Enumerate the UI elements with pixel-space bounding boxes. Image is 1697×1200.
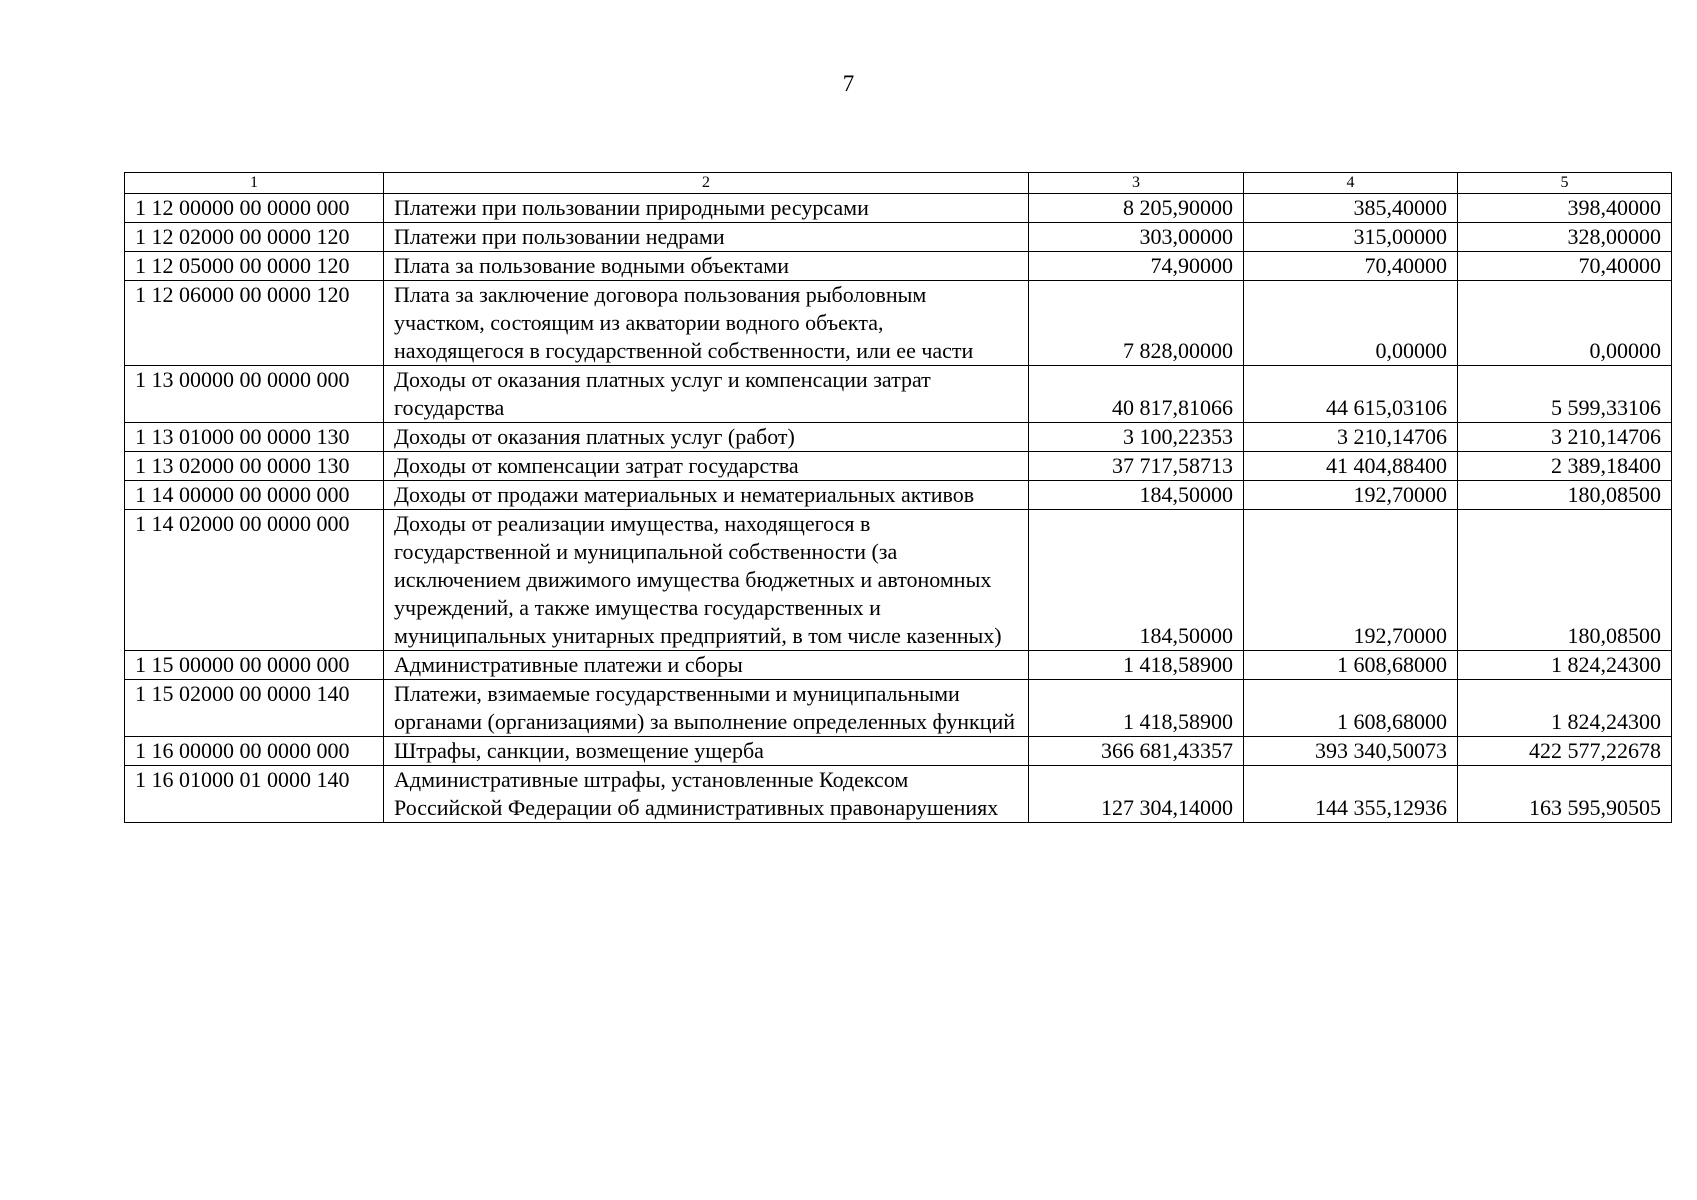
table-row: [125, 194, 1672, 223]
row-value-3: 40 817,81066: [1029, 366, 1244, 423]
row-name: Административные платежи и сборы: [384, 651, 1029, 680]
row-value-5: 5 599,33106: [1458, 366, 1672, 423]
revenue-table: [124, 172, 1672, 823]
row-code: 1 12 02000 00 0000 120: [125, 223, 384, 252]
row-value-4: 44 615,03106: [1244, 366, 1458, 423]
row-name: Платежи при пользовании недрами: [384, 223, 1029, 252]
row-value-5: 180,08500: [1458, 481, 1672, 510]
row-value-4: 144 355,12936: [1244, 766, 1458, 823]
row-value-3: 74,90000: [1029, 252, 1244, 281]
row-code: 1 13 02000 00 0000 130: [125, 452, 384, 481]
row-value-3: 37 717,58713: [1029, 452, 1244, 481]
table-row: [125, 737, 1672, 766]
table-row: [125, 510, 1672, 651]
row-name: Штрафы, санкции, возмещение ущерба: [384, 737, 1029, 766]
table-row: [125, 481, 1672, 510]
row-value-4: 385,40000: [1244, 194, 1458, 223]
row-value-4: 393 340,50073: [1244, 737, 1458, 766]
row-name: Плата за пользование водными объектами: [384, 252, 1029, 281]
row-value-3: 184,50000: [1029, 510, 1244, 651]
row-value-5: 3 210,14706: [1458, 423, 1672, 452]
row-code: 1 13 01000 00 0000 130: [125, 423, 384, 452]
column-header-4: 4: [1244, 173, 1458, 194]
row-value-5: 1 824,24300: [1458, 651, 1672, 680]
row-value-4: 3 210,14706: [1244, 423, 1458, 452]
row-value-5: 163 595,90505: [1458, 766, 1672, 823]
header-row: [125, 173, 1672, 194]
row-value-4: 70,40000: [1244, 252, 1458, 281]
table-row: [125, 252, 1672, 281]
row-code: 1 13 00000 00 0000 000: [125, 366, 384, 423]
row-value-5: 0,00000: [1458, 281, 1672, 366]
row-value-4: 192,70000: [1244, 510, 1458, 651]
row-value-3: 184,50000: [1029, 481, 1244, 510]
row-code: 1 16 00000 00 0000 000: [125, 737, 384, 766]
row-value-4: 41 404,88400: [1244, 452, 1458, 481]
table-row: [125, 452, 1672, 481]
row-value-4: 0,00000: [1244, 281, 1458, 366]
table-row: [125, 651, 1672, 680]
row-name: Доходы от оказания платных услуг и компенсации затрат государства: [384, 366, 1029, 423]
row-name: Плата за заключение договора пользования рыболовным участком, состоящим из акватории водного объекта, находящегося в государственной собственности, или ее части: [384, 281, 1029, 366]
row-code: 1 15 00000 00 0000 000: [125, 651, 384, 680]
row-value-3: 7 828,00000: [1029, 281, 1244, 366]
row-value-3: 1 418,58900: [1029, 651, 1244, 680]
row-name: Административные штрафы, установленные Кодексом Российской Федерации об административных правонарушениях: [384, 766, 1029, 823]
row-code: 1 15 02000 00 0000 140: [125, 680, 384, 737]
table-row: [125, 223, 1672, 252]
row-value-5: 2 389,18400: [1458, 452, 1672, 481]
row-code: 1 12 05000 00 0000 120: [125, 252, 384, 281]
row-name: Доходы от реализации имущества, находящегося в государственной и муниципальной собственности (за исключением движимого имущества бюджетных и автономных учреждений, а также имущества государственных и муниципальных унитарных предприятий, в том числе казенных): [384, 510, 1029, 651]
row-name: Доходы от компенсации затрат государства: [384, 452, 1029, 481]
table-row: [125, 366, 1672, 423]
row-value-3: 3 100,22353: [1029, 423, 1244, 452]
row-value-3: 8 205,90000: [1029, 194, 1244, 223]
row-value-5: 328,00000: [1458, 223, 1672, 252]
row-name: Платежи при пользовании природными ресурсами: [384, 194, 1029, 223]
column-header-2: 2: [384, 173, 1029, 194]
row-value-5: 398,40000: [1458, 194, 1672, 223]
row-code: 1 14 02000 00 0000 000: [125, 510, 384, 651]
row-value-4: 1 608,68000: [1244, 680, 1458, 737]
row-name: Доходы от продажи материальных и нематериальных активов: [384, 481, 1029, 510]
table-row: [125, 423, 1672, 452]
row-value-5: 1 824,24300: [1458, 680, 1672, 737]
row-value-4: 192,70000: [1244, 481, 1458, 510]
row-code: 1 16 01000 01 0000 140: [125, 766, 384, 823]
row-value-4: 315,00000: [1244, 223, 1458, 252]
row-value-4: 1 608,68000: [1244, 651, 1458, 680]
row-value-3: 127 304,14000: [1029, 766, 1244, 823]
table-row: [125, 766, 1672, 823]
column-header-3: 3: [1029, 173, 1244, 194]
row-name: Платежи, взимаемые государственными и муниципальными органами (организациями) за выполнение определенных функций: [384, 680, 1029, 737]
row-value-5: 180,08500: [1458, 510, 1672, 651]
row-name: Доходы от оказания платных услуг (работ): [384, 423, 1029, 452]
row-code: 1 14 00000 00 0000 000: [125, 481, 384, 510]
table-row: [125, 281, 1672, 366]
row-value-5: 422 577,22678: [1458, 737, 1672, 766]
row-value-5: 70,40000: [1458, 252, 1672, 281]
page-number: 7: [842, 71, 855, 96]
table-row: [125, 680, 1672, 737]
column-header-1: 1: [125, 173, 384, 194]
row-value-3: 366 681,43357: [1029, 737, 1244, 766]
row-code: 1 12 06000 00 0000 120: [125, 281, 384, 366]
row-value-3: 1 418,58900: [1029, 680, 1244, 737]
column-header-5: 5: [1458, 173, 1672, 194]
row-value-3: 303,00000: [1029, 223, 1244, 252]
row-code: 1 12 00000 00 0000 000: [125, 194, 384, 223]
